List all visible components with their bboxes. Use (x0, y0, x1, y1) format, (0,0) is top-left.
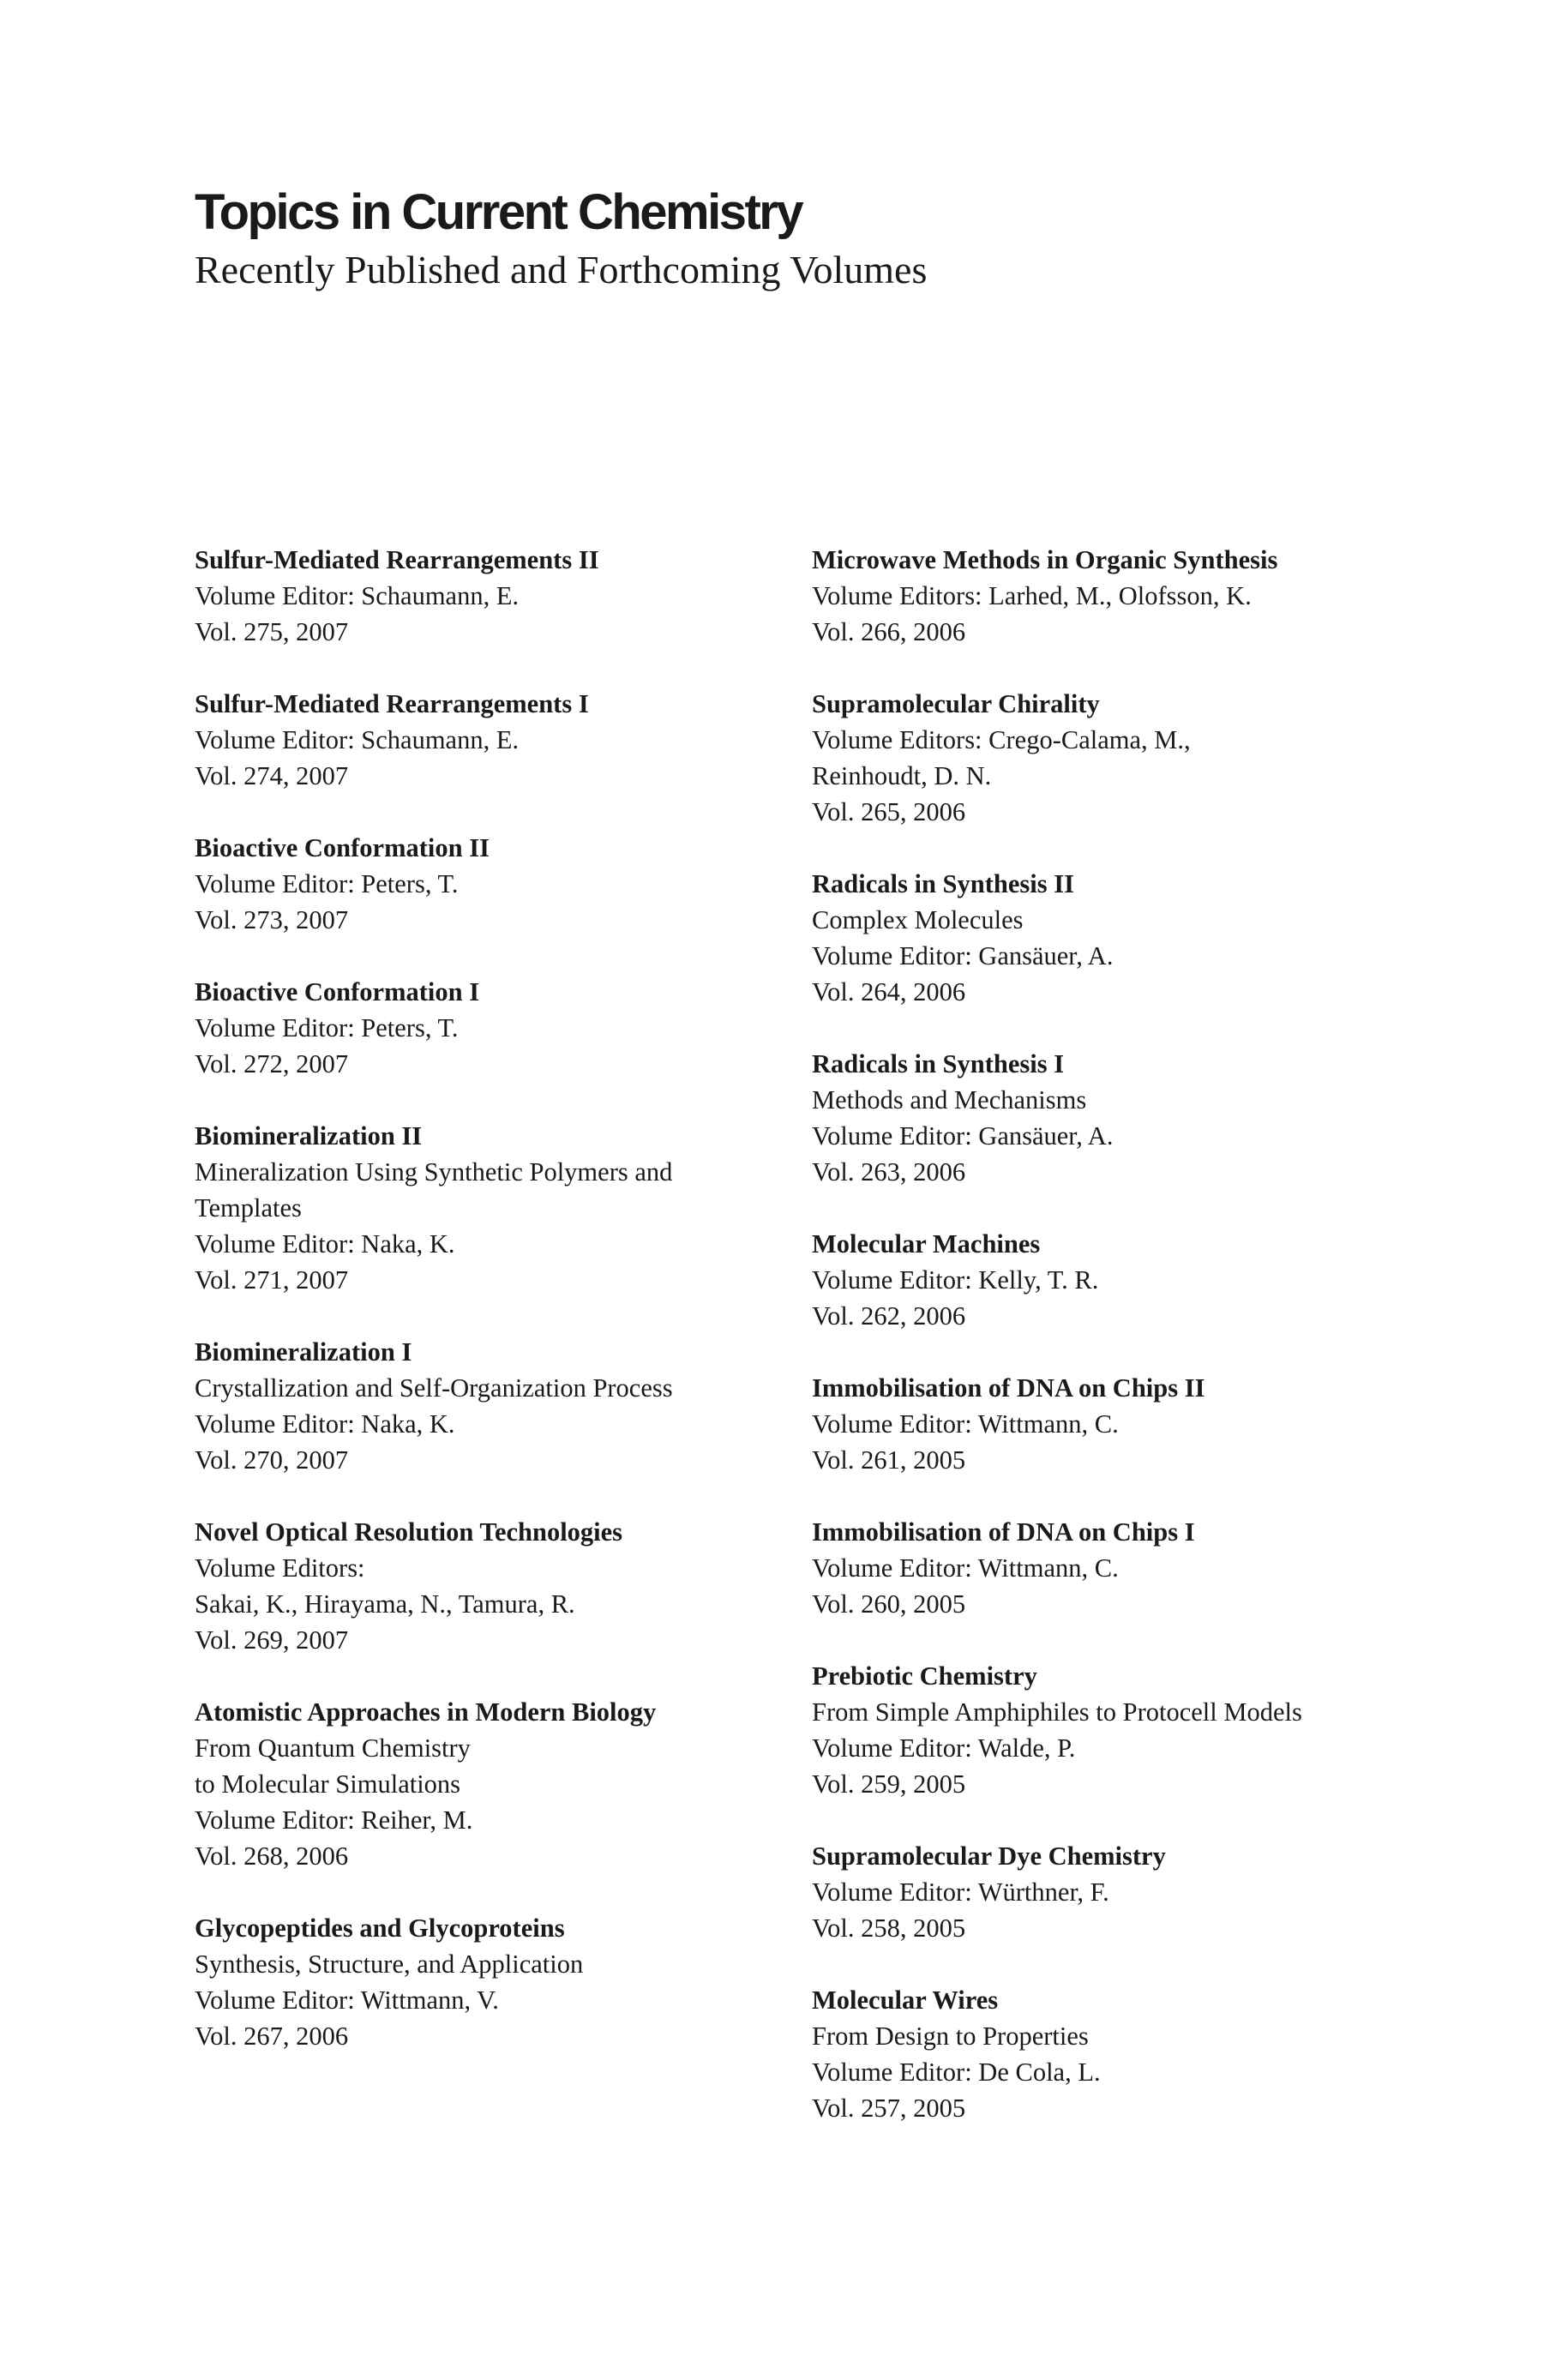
volume-detail-line: Vol. 258, 2005 (812, 1913, 966, 1943)
volume-title: Immobilisation of DNA on Chips I (812, 1517, 1195, 1547)
volume-detail-line: Volume Editor: Reiher, M. (195, 1805, 473, 1835)
volume-entry (812, 1658, 1412, 1802)
volume-detail-line: Volume Editor: Naka, K. (195, 1229, 455, 1259)
volume-entry (812, 542, 1412, 650)
volume-detail-line: Synthesis, Structure, and Application (195, 1949, 584, 1979)
volume-title: Molecular Machines (812, 1229, 1041, 1259)
volume-detail-line: Volume Editor: Wittmann, C. (812, 1409, 1119, 1439)
volume-detail-line: Vol. 270, 2007 (195, 1445, 349, 1475)
volume-detail-line: Complex Molecules (812, 905, 1024, 934)
volume-title: Immobilisation of DNA on Chips II (812, 1373, 1205, 1403)
volume-detail-line: to Molecular Simulations (195, 1769, 461, 1799)
volume-detail-line: Crystallization and Self-Organization Process (195, 1373, 673, 1403)
left-column-volume-list (195, 542, 795, 2090)
volume-entry (812, 1514, 1412, 1622)
volume-detail-line: Vol. 269, 2007 (195, 1625, 349, 1655)
volume-detail-line: Mineralization Using Synthetic Polymers and (195, 1157, 673, 1186)
volume-title: Bioactive Conformation II (195, 833, 490, 862)
volume-detail-line: Vol. 272, 2007 (195, 1049, 349, 1078)
volume-title: Bioactive Conformation I (195, 977, 480, 1006)
volume-entry (812, 866, 1412, 1010)
volume-entry (812, 1226, 1412, 1334)
volume-detail-line: Volume Editor: Wittmann, C. (812, 1553, 1119, 1583)
volume-detail-line: Volume Editor: Naka, K. (195, 1409, 455, 1439)
volume-detail-line: Volume Editors: (195, 1553, 365, 1583)
volume-detail-line: Volume Editor: Schaumann, E. (195, 725, 520, 754)
series-title: Topics in Current Chemistry (195, 184, 802, 240)
volume-detail-line: Vol. 268, 2006 (195, 1841, 349, 1871)
volume-entry (812, 1982, 1412, 2126)
volume-entry (195, 1694, 795, 1874)
volume-detail-line: Templates (195, 1193, 302, 1223)
volume-detail-line: Volume Editors: Larhed, M., Olofsson, K. (812, 581, 1252, 610)
volume-title: Supramolecular Chirality (812, 689, 1100, 718)
volume-entry (195, 542, 795, 650)
volume-detail-line: Volume Editor: Wittmann, V. (195, 1986, 499, 2015)
volume-detail-line: Vol. 271, 2007 (195, 1265, 349, 1295)
volume-detail-line: Vol. 262, 2006 (812, 1301, 966, 1331)
volume-entry (195, 1910, 795, 2054)
volume-detail-line: Volume Editor: Peters, T. (195, 1013, 459, 1042)
volume-entry (195, 1118, 795, 1298)
series-subtitle: Recently Published and Forthcoming Volumes (195, 248, 928, 291)
volume-title: Molecular Wires (812, 1986, 999, 2015)
volume-detail-line: Sakai, K., Hirayama, N., Tamura, R. (195, 1589, 575, 1619)
volume-entry (195, 1334, 795, 1478)
volume-entry (812, 1046, 1412, 1190)
volume-detail-line: Vol. 263, 2006 (812, 1157, 966, 1186)
volume-entry (812, 1838, 1412, 1946)
volume-title: Microwave Methods in Organic Synthesis (812, 545, 1278, 574)
volume-detail-line: Volume Editor: Walde, P. (812, 1733, 1076, 1763)
volume-title: Sulfur-Mediated Rearrangements II (195, 545, 599, 574)
volume-title: Glycopeptides and Glycoproteins (195, 1913, 565, 1943)
volume-title: Novel Optical Resolution Technologies (195, 1517, 623, 1547)
volume-entry (812, 686, 1412, 830)
volume-title: Radicals in Synthesis II (812, 869, 1074, 898)
page-header (195, 182, 1395, 295)
volume-detail-line: Volume Editor: Peters, T. (195, 869, 459, 898)
volume-entry (195, 830, 795, 938)
volume-entry (812, 1370, 1412, 1478)
volume-detail-line: Methods and Mechanisms (812, 1085, 1087, 1114)
volume-title: Prebiotic Chemistry (812, 1661, 1037, 1691)
volume-entry (195, 974, 795, 1082)
volume-title: Atomistic Approaches in Modern Biology (195, 1697, 657, 1727)
volume-title: Sulfur-Mediated Rearrangements I (195, 689, 589, 718)
volume-detail-line: Reinhoudt, D. N. (812, 761, 992, 790)
volume-detail-line: From Simple Amphiphiles to Protocell Models (812, 1697, 1302, 1727)
volume-title: Radicals in Synthesis I (812, 1049, 1065, 1078)
volume-detail-line: Vol. 273, 2007 (195, 905, 349, 934)
volume-title: Biomineralization I (195, 1337, 412, 1367)
volume-detail-line: Vol. 274, 2007 (195, 761, 349, 790)
right-column-volume-list (812, 542, 1412, 2162)
volume-title: Biomineralization II (195, 1121, 423, 1150)
volume-detail-line: Volume Editor: De Cola, L. (812, 2058, 1101, 2087)
volume-detail-line: Volume Editor: Gansäuer, A. (812, 1121, 1114, 1150)
volume-entry (195, 1514, 795, 1658)
volume-title: Supramolecular Dye Chemistry (812, 1841, 1166, 1871)
volume-detail-line: Volume Editors: Crego-Calama, M., (812, 725, 1191, 754)
volume-detail-line: Vol. 267, 2006 (195, 2022, 349, 2051)
volume-detail-line: Vol. 257, 2005 (812, 2094, 966, 2123)
volume-detail-line: Volume Editor: Kelly, T. R. (812, 1265, 1099, 1295)
volume-entry (195, 686, 795, 794)
volume-detail-line: From Quantum Chemistry (195, 1733, 471, 1763)
volume-detail-line: Vol. 264, 2006 (812, 977, 966, 1006)
volume-detail-line: Volume Editor: Gansäuer, A. (812, 941, 1114, 970)
volume-detail-line: Volume Editor: Würthner, F. (812, 1877, 1109, 1907)
volume-detail-line: Vol. 261, 2005 (812, 1445, 966, 1475)
volume-detail-line: Vol. 260, 2005 (812, 1589, 966, 1619)
volume-detail-line: From Design to Properties (812, 2022, 1089, 2051)
volume-detail-line: Vol. 275, 2007 (195, 617, 349, 646)
volume-detail-line: Vol. 259, 2005 (812, 1769, 966, 1799)
volume-detail-line: Vol. 266, 2006 (812, 617, 966, 646)
volume-detail-line: Volume Editor: Schaumann, E. (195, 581, 520, 610)
volume-detail-line: Vol. 265, 2006 (812, 797, 966, 826)
